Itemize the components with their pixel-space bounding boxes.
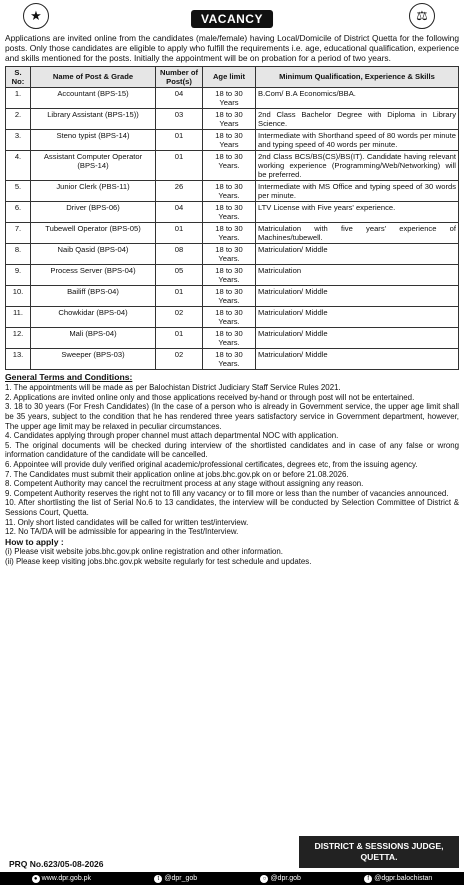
cell-sno: 3.: [6, 129, 31, 150]
cell-post: Library Assistant (BPS-15)): [31, 108, 156, 129]
cell-post: Sweeper (BPS-03): [31, 348, 156, 369]
cell-age: 18 to 30 Years.: [203, 306, 256, 327]
instagram-icon: ○: [260, 875, 268, 883]
terms-item: 7. The Candidates must submit their application online at jobs.bhc.gov.pk on or before 21.08.2026.: [5, 469, 349, 479]
cell-sno: 10.: [6, 285, 31, 306]
col-qualification: Minimum Qualification, Experience & Skills: [256, 66, 459, 87]
cell-sno: 5.: [6, 180, 31, 201]
cell-post: Assistant Computer Operator (BPS-14): [31, 150, 156, 180]
cell-qualification: B.Com/ B.A Economics/BBA.: [256, 87, 459, 108]
cell-posts: 08: [156, 243, 203, 264]
table-row: [6, 327, 459, 348]
table-row: [6, 348, 459, 369]
cell-age: 18 to 30 Years.: [203, 180, 256, 201]
howto-heading: How to apply :: [5, 536, 64, 547]
cell-age: 18 to 30 Years: [203, 87, 256, 108]
footer: [5, 836, 459, 870]
seal-icon: ⚖: [409, 3, 435, 29]
page-title: VACANCY: [191, 10, 273, 28]
terms-item: 2. Applications are invited online only and those applications received by-hand or through post will not be entertained.: [5, 392, 415, 402]
table-row: [6, 108, 459, 129]
terms-item: 5. The original documents will be checked during interview of the shortlisted candidates and in case of any false or wrong information candidature of the candidate will be cancelled.: [5, 440, 459, 460]
cell-sno: 12.: [6, 327, 31, 348]
cell-post: Junior Clerk (PBS-11): [31, 180, 156, 201]
col-age: Age limit: [203, 66, 256, 87]
header: [5, 0, 459, 30]
cell-post: Naib Qasid (BPS-04): [31, 243, 156, 264]
social-bar: [0, 872, 464, 885]
terms-item: 1. The appointments will be made as per Balochistan District Judiciary Staff Service Rules 2021.: [5, 383, 341, 393]
terms-item: 10. After shortlisting the list of Serial No.6 to 13 candidates, the interview will be conducted by Selection Committee of District & Sessions Court, Quetta.: [5, 498, 459, 517]
cell-posts: 04: [156, 87, 203, 108]
cell-posts: 04: [156, 201, 203, 222]
cell-sno: 7.: [6, 222, 31, 243]
cell-age: 18 to 30 Years.: [203, 348, 256, 369]
cell-qualification: Matriculation with five years' experience of Machines/tubewell.: [256, 222, 459, 243]
cell-post: Process Server (BPS-04): [31, 264, 156, 285]
cell-qualification: Intermediate with Shorthand speed of 80 words per minute and typing speed of 40 words per minute.: [256, 129, 459, 150]
cell-qualification: 2nd Class Bachelor Degree with Diploma in Library Science.: [256, 108, 459, 129]
cell-post: Driver (BPS-06): [31, 201, 156, 222]
cell-age: 18 to 30 Years: [203, 129, 256, 150]
table-row: [6, 285, 459, 306]
cell-sno: 4.: [6, 150, 31, 180]
terms-item: 6. Appointee will provide duly verified original academic/professional certificates, degrees etc, from the issuing agency.: [5, 459, 418, 469]
cell-posts: 01: [156, 327, 203, 348]
cell-qualification: Matriculation: [256, 264, 459, 285]
cell-post: Steno typist (BPS-14): [31, 129, 156, 150]
cell-posts: 03: [156, 108, 203, 129]
table-row: [6, 129, 459, 150]
cell-post: Mali (BPS-04): [31, 327, 156, 348]
col-posts: Number of Post(s): [156, 66, 203, 87]
howto-item: (i) Please visit website jobs.bhc.gov.pk online registration and other information.: [5, 547, 283, 557]
judge-city: QUETTA.: [360, 852, 398, 862]
cell-age: 18 to 30 Years.: [203, 327, 256, 348]
cell-posts: 02: [156, 348, 203, 369]
howto-section: [5, 538, 459, 567]
judge-title: DISTRICT & SESSIONS JUDGE,: [314, 841, 444, 851]
cell-sno: 11.: [6, 306, 31, 327]
cell-posts: 02: [156, 306, 203, 327]
cell-posts: 01: [156, 129, 203, 150]
col-post: Name of Post & Grade: [31, 66, 156, 87]
cell-age: 18 to 30 Years.: [203, 264, 256, 285]
cell-qualification: Intermediate with MS Office and typing speed of 30 words per minute.: [256, 180, 459, 201]
social-website[interactable]: ● www.dpr.gob.pk: [32, 875, 91, 883]
table-header-row: [6, 66, 459, 87]
terms-item: 9. Competent Authority reserves the right not to fill any vacancy or to fill more or less than the number of vacancies announced.: [5, 488, 449, 498]
cell-age: 18 to 30 Years: [203, 108, 256, 129]
cell-post: Chowkidar (BPS-04): [31, 306, 156, 327]
terms-item: 4. Candidates applying through proper channel must attach departmental NOC with application.: [5, 431, 339, 441]
cell-age: 18 to 30 Years.: [203, 201, 256, 222]
table-row: [6, 87, 459, 108]
cell-qualification: LTV License with Five years' experience.: [256, 201, 459, 222]
cell-posts: 01: [156, 222, 203, 243]
prq-number: PRQ No.623/05-08-2026: [9, 859, 104, 869]
cell-age: 18 to 30 Years.: [203, 243, 256, 264]
cell-post: Accountant (BPS-15): [31, 87, 156, 108]
cell-posts: 05: [156, 264, 203, 285]
emblem-icon: ★: [23, 3, 49, 29]
vacancy-table: [5, 66, 459, 370]
social-twitter[interactable]: t @dpr_gob: [154, 875, 197, 883]
cell-qualification: Matriculation/ Middle: [256, 243, 459, 264]
facebook-icon: f: [364, 875, 372, 883]
cell-qualification: Matriculation/ Middle: [256, 306, 459, 327]
intro-text: Applications are invited online from the candidates (male/female) having Local/Domicile of District Quetta for the following posts. Only those candidates are eligible to apply who fulfill the requirements i.e. age, educational qualification, experience and skills mentioned for the posts. Initially the appointment will be on probation for a period of two years.: [5, 33, 459, 64]
cell-qualification: Matriculation/ Middle: [256, 327, 459, 348]
twitter-icon: t: [154, 875, 162, 883]
cell-age: 18 to 30 Years.: [203, 285, 256, 306]
cell-sno: 2.: [6, 108, 31, 129]
cell-post: Bailiff (BPS-04): [31, 285, 156, 306]
table-row: [6, 150, 459, 180]
cell-sno: 13.: [6, 348, 31, 369]
terms-item: 12. No TA/DA will be admissible for appearing in the Test/Interview.: [5, 527, 239, 537]
cell-age: 18 to 30 Years.: [203, 222, 256, 243]
globe-icon: ●: [32, 875, 40, 883]
terms-item: 8. Competent Authority may cancel the recruitment process at any stage without assigning any reason.: [5, 479, 364, 489]
terms-item: 11. Only short listed candidates will be called for written test/interview.: [5, 517, 249, 527]
cell-age: 18 to 30 Years.: [203, 150, 256, 180]
social-facebook[interactable]: f @dgpr.balochistan: [364, 875, 432, 883]
cell-sno: 9.: [6, 264, 31, 285]
table-row: [6, 306, 459, 327]
table-row: [6, 264, 459, 285]
terms-item: 3. 18 to 30 years (For Fresh Candidates) (In the case of a person who is already in Government service, the upper age limit shall be 35 years, subject to the condition that he has rendered three years satisfactory service in Government department, however, The upper age limit may be relaxed in peculiar circumstances.: [5, 402, 459, 431]
cell-sno: 1.: [6, 87, 31, 108]
terms-heading: General Terms and Conditions:: [5, 371, 133, 382]
cell-posts: 26: [156, 180, 203, 201]
cell-qualification: 2nd Class BCS/BS(CS)/BS(IT). Candidate having relevant working experience (Programming/Web/Networking) will be preferred.: [256, 150, 459, 180]
table-row: [6, 243, 459, 264]
social-instagram[interactable]: ○ @dpr.gob: [260, 875, 300, 883]
cell-posts: 01: [156, 285, 203, 306]
signature-box: [299, 836, 459, 868]
table-row: [6, 201, 459, 222]
terms-section: [5, 373, 459, 537]
cell-posts: 01: [156, 150, 203, 180]
col-sno: S. No:: [6, 66, 31, 87]
cell-sno: 6.: [6, 201, 31, 222]
cell-qualification: Matriculation/ Middle: [256, 285, 459, 306]
cell-post: Tubewell Operator (BPS-05): [31, 222, 156, 243]
howto-item: (ii) Please keep visiting jobs.bhc.gov.pk website regularly for test schedule and updates.: [5, 556, 312, 566]
cell-qualification: Matriculation/ Middle: [256, 348, 459, 369]
table-row: [6, 180, 459, 201]
table-row: [6, 222, 459, 243]
cell-sno: 8.: [6, 243, 31, 264]
